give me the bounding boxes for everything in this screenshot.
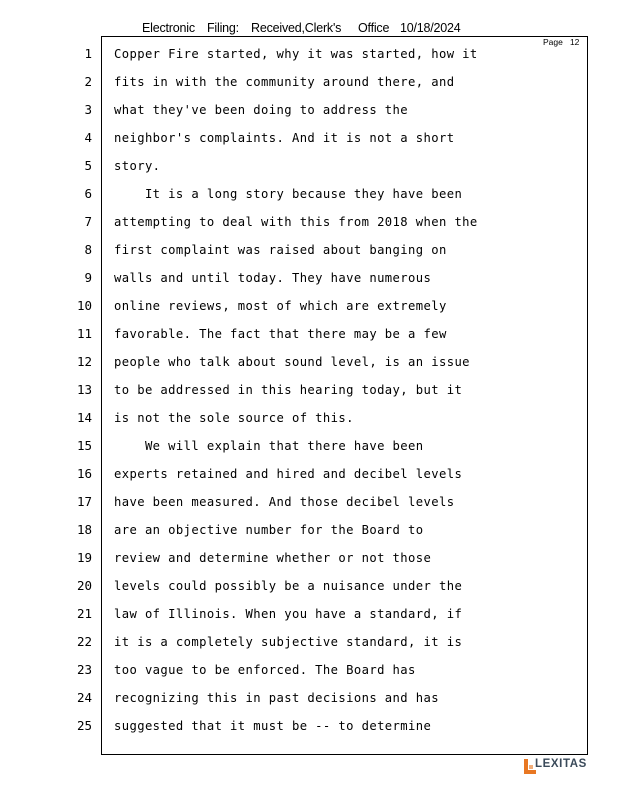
line-text: it is a completely subjective standard, it is	[114, 635, 463, 649]
line-text: experts retained and hired and decibel levels	[114, 467, 463, 481]
line-text: law of Illinois. When you have a standard, if	[114, 607, 463, 621]
electronic-filing-header	[0, 21, 618, 37]
line-number: 12	[76, 354, 92, 369]
line-number: 23	[76, 662, 92, 677]
line-text: to be addressed in this hearing today, but it	[114, 383, 463, 397]
line-text: what they've been doing to address the	[114, 103, 409, 117]
line-number: 11	[76, 326, 92, 341]
page-label: Page	[543, 37, 563, 47]
line-number: 19	[76, 550, 92, 565]
line-text: is not the sole source of this.	[114, 411, 354, 425]
lexitas-logo-text: LEXITAS	[535, 758, 587, 770]
header-date: 10/18/2024	[400, 21, 461, 35]
line-number: 20	[76, 578, 92, 593]
line-text: online reviews, most of which are extremely	[114, 299, 447, 313]
line-number: 22	[76, 634, 92, 649]
line-number: 15	[76, 438, 92, 453]
line-text: levels could possibly be a nuisance under the	[114, 579, 463, 593]
line-text: We will explain that there have been	[114, 439, 424, 453]
line-number: 2	[84, 74, 92, 89]
line-number: 1	[84, 46, 92, 61]
line-number: 5	[84, 158, 92, 173]
line-number: 18	[76, 522, 92, 537]
header-received: Received,Clerk's	[251, 21, 342, 35]
line-text: recognizing this in past decisions and has	[114, 691, 439, 705]
line-text: people who talk about sound level, is an issue	[114, 355, 470, 369]
page-number	[543, 37, 579, 47]
line-number: 16	[76, 466, 92, 481]
line-text: walls and until today. They have numerous	[114, 271, 432, 285]
line-text: attempting to deal with this from 2018 when the	[114, 215, 478, 229]
line-text: fits in with the community around there, and	[114, 75, 455, 89]
line-text: too vague to be enforced. The Board has	[114, 663, 416, 677]
line-number: 9	[84, 270, 92, 285]
line-number: 3	[84, 102, 92, 117]
line-number: 4	[84, 130, 92, 145]
line-text: Copper Fire started, why it was started, how it	[114, 47, 478, 61]
header-electronic: Electronic	[142, 21, 195, 35]
line-number: 6	[84, 186, 92, 201]
line-text: first complaint was raised about banging on	[114, 243, 447, 257]
line-text: story.	[114, 159, 161, 173]
header-filing: Filing:	[207, 21, 239, 35]
line-number: 21	[76, 606, 92, 621]
line-number: 8	[84, 242, 92, 257]
line-text: It is a long story because they have been	[114, 187, 463, 201]
line-text: have been measured. And those decibel levels	[114, 495, 455, 509]
line-text: are an objective number for the Board to	[114, 523, 424, 537]
line-number: 24	[76, 690, 92, 705]
header-office: Office	[358, 21, 390, 35]
line-number: 25	[76, 718, 92, 733]
page-number-value: 12	[569, 37, 580, 47]
line-number: 17	[76, 494, 92, 509]
line-number: 14	[76, 410, 92, 425]
line-text: suggested that it must be -- to determine	[114, 719, 432, 733]
lexitas-logo	[524, 758, 594, 776]
line-number: 7	[84, 214, 92, 229]
line-text: review and determine whether or not those	[114, 551, 432, 565]
line-text: favorable. The fact that there may be a few	[114, 327, 447, 341]
line-text: neighbor's complaints. And it is not a short	[114, 131, 455, 145]
line-number: 13	[76, 382, 92, 397]
line-number: 10	[76, 298, 92, 313]
